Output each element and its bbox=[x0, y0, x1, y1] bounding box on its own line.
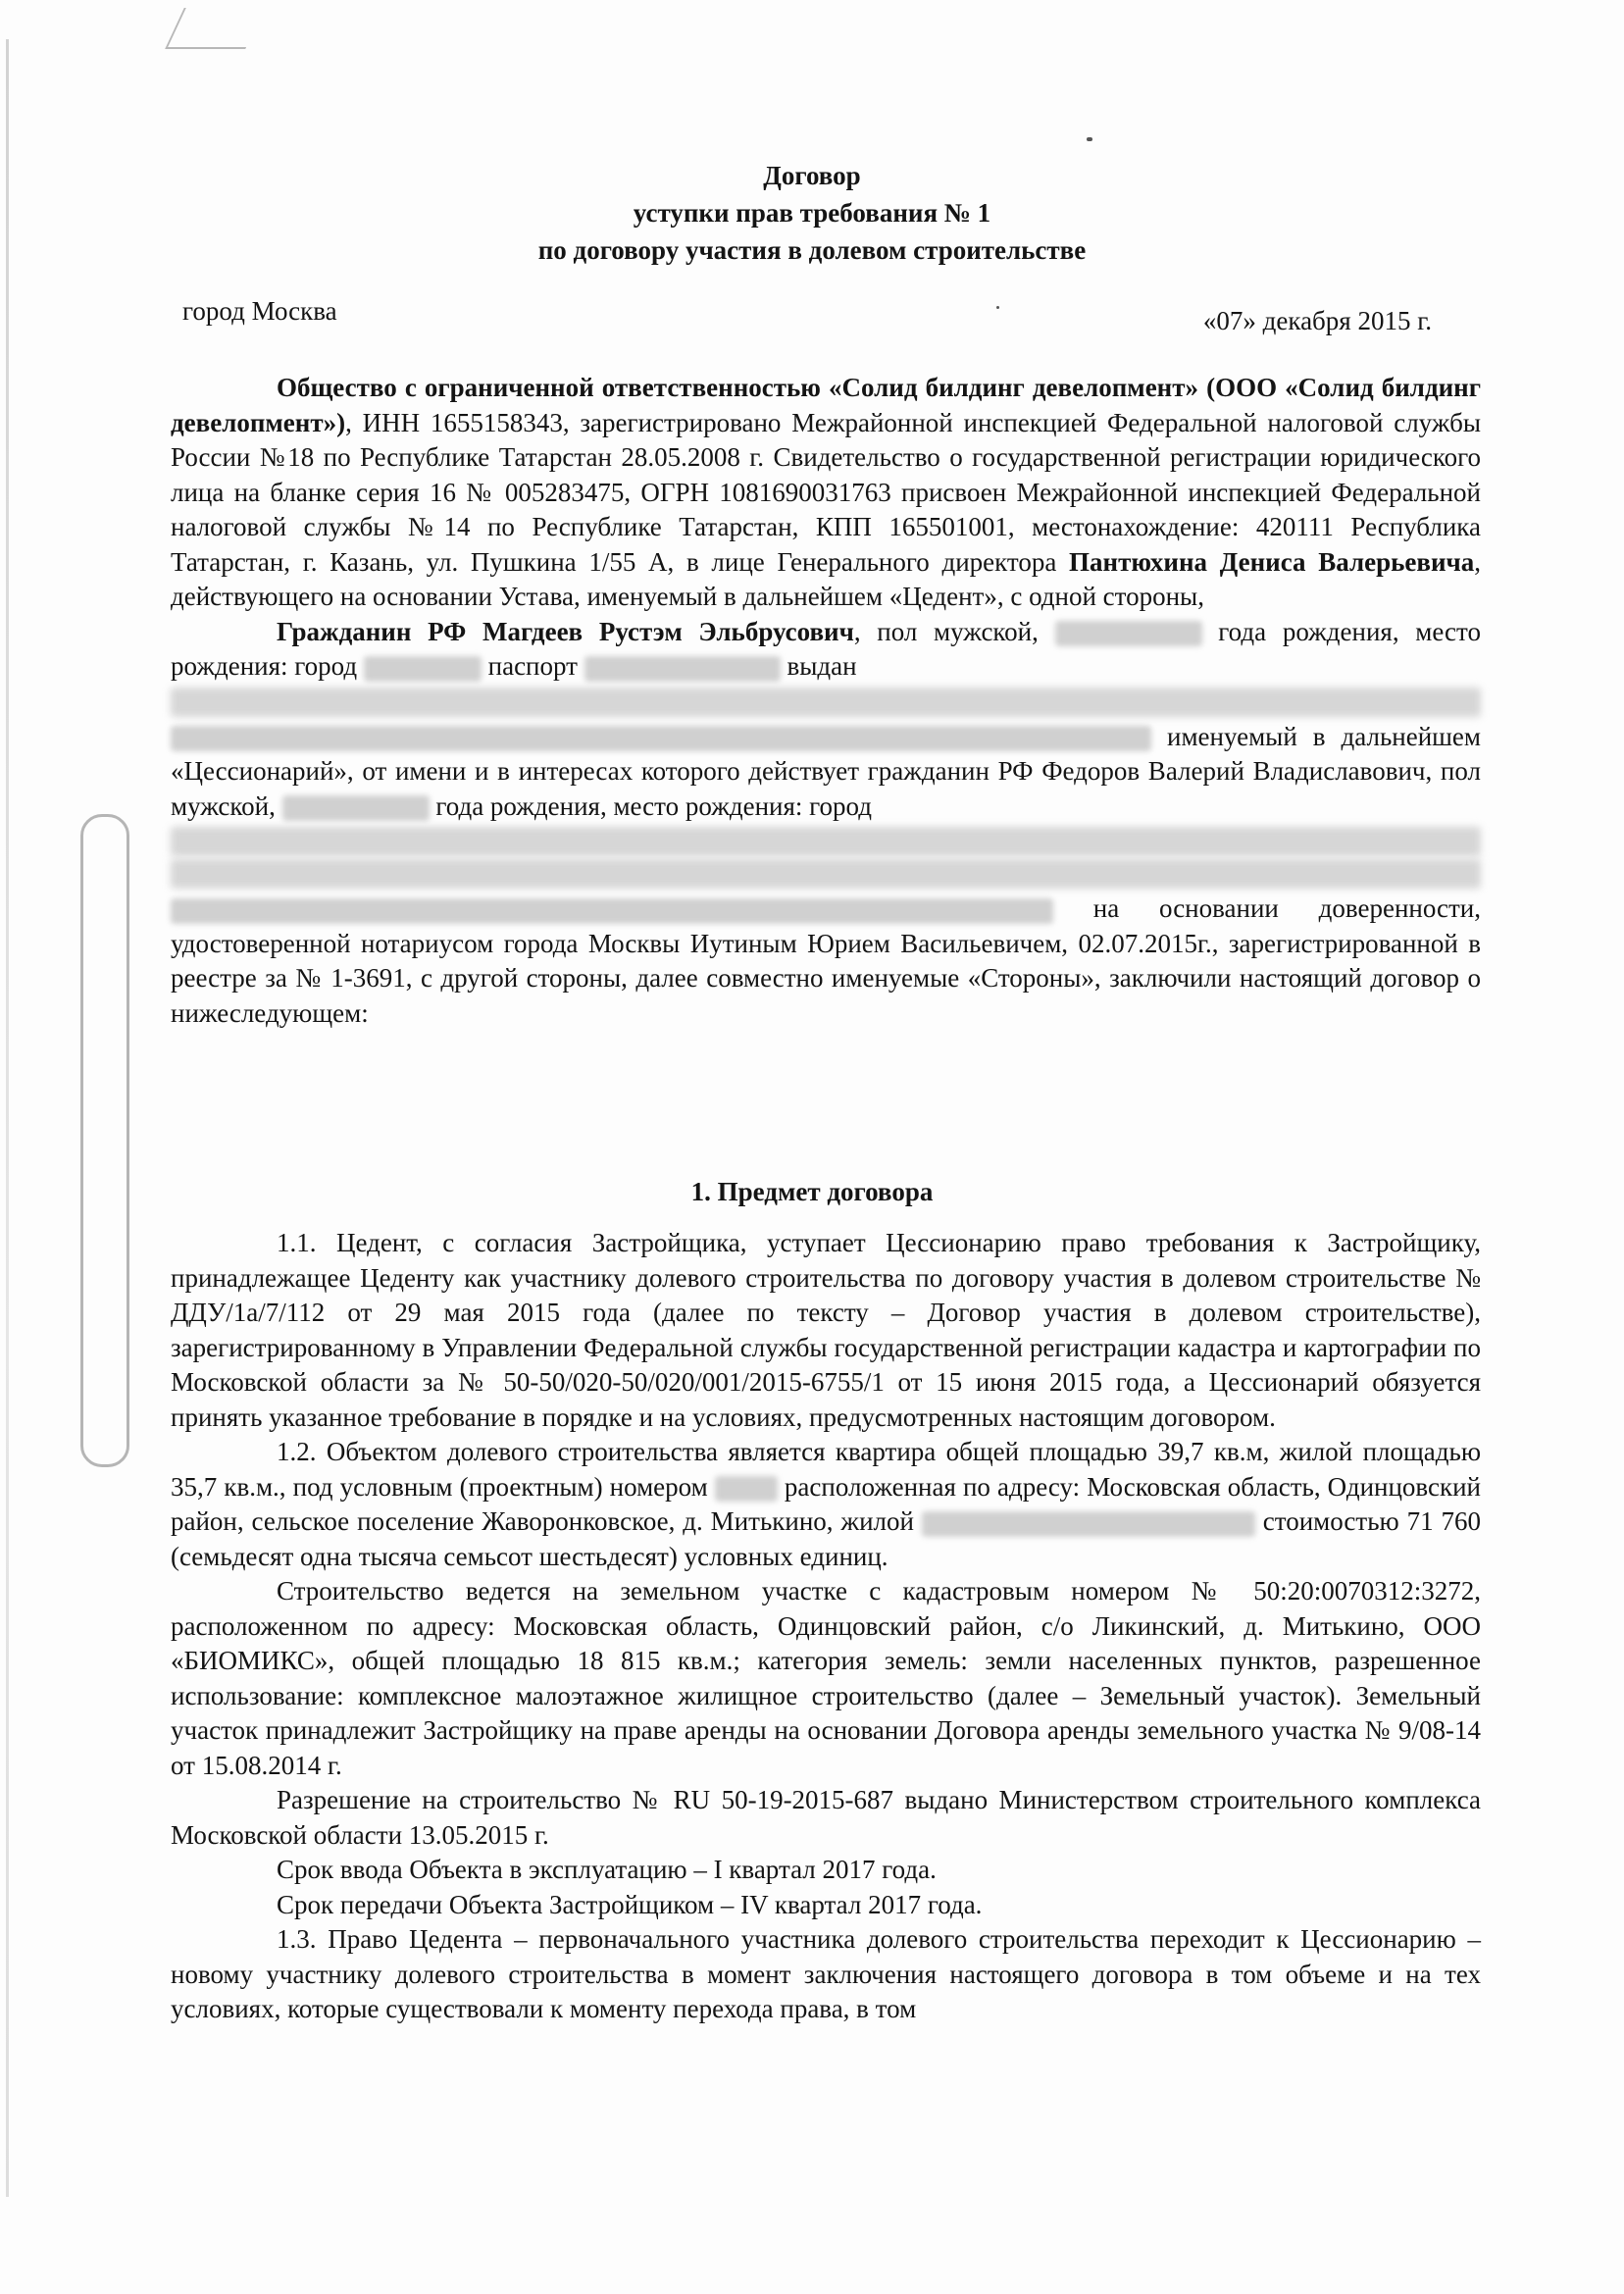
redacted-block bbox=[171, 827, 1481, 856]
land-plot-paragraph: Строительство ведется на земельном участке с кадастровым номером № 50:20:0070312:3272, расположенном по адресу: Московская область, Одинцовский район, с/о Ликинский, д. Митькино, ООО «БИОМИКС», общей площадью 18 815 кв.м.; категория земель: земли населенных пунктов, разрешенное использование: комплексное малоэтажное жилищное строительство (далее – Земельный участок). Земельный участок принадлежит Застройщику на праве аренды на основании Договора аренды земельного участка № 9/08-14 от 15.08.2014 г. bbox=[171, 1576, 1481, 1780]
scan-dot bbox=[1087, 137, 1092, 141]
redacted-block bbox=[171, 898, 1053, 924]
scan-edge-line bbox=[6, 39, 9, 2197]
document-title bbox=[0, 157, 1624, 269]
permit-paragraph: Разрешение на строительство № RU 50-19-2015-687 выдано Министерством строительного комплекса Московской области 13.05.2015 г. bbox=[171, 1785, 1481, 1850]
redacted-block bbox=[584, 656, 781, 682]
title-line-1: Договор bbox=[763, 161, 861, 190]
clause-1-1: 1.1. Цедент, с согласия Застройщика, уступает Цессионарию право требования к Застройщику, принадлежащее Цеденту как участнику долевого строительства по договору участия в долевом строительстве № ДДУ/1а/7/112 от 29 мая 2015 года (далее по тексту – Договор участия в долевом строительстве), зарегистрированному в Управлении Федеральной службы государственной регистрации кадастра и картографии по Московской области за № 50-50/020-50/020/001/2015-6755/1 от 15 июня 2015 года, а Цессионарий обязуется принять указанное требование в порядке и на условиях, предусмотренных настоящим договором. bbox=[171, 1228, 1481, 1432]
party-cessionary-paragraph: Гражданин РФ Магдеев Рустэм Эльбрусович, пол мужской, года рождения, место рождения: город паспорт выдан именуемый в дальнейшем «Цессионарий», от имени и в интересах которого действует гражданин РФ Федоров Валерий Владиславович, пол мужской, года рождения, место рождения: город на основании доверенности, удостоверенной нотариусом города Москвы Иутиным Юрием Васильевичем, 02.07.2015г., зарегистрированной в реестре за № 1-3691, с другой стороны, далее совместно именуемые «Стороны», заключили настоящий договор о нижеследующем: bbox=[171, 616, 1481, 1028]
parties-section bbox=[171, 371, 1481, 1031]
scan-corner-mark bbox=[165, 8, 265, 49]
title-line-2: уступки прав требования № 1 bbox=[633, 198, 991, 228]
city: город Москва bbox=[182, 296, 337, 326]
section-1-body bbox=[171, 1226, 1481, 2027]
clause-1-3: 1.3. Право Цедента – первоначального участника долевого строительства переходит к Цессионарию – новому участнику долевого строительства в момент заключения настоящего договора в том объеме и на тех условиях, которые существовали к моменту перехода права, в том bbox=[171, 1924, 1481, 2023]
title-line-3: по договору участия в долевом строительстве bbox=[537, 235, 1087, 265]
section-1-title: 1. Предмет договора bbox=[690, 1177, 934, 1206]
paperclip-shadow bbox=[80, 814, 129, 1467]
redacted-block bbox=[922, 1511, 1255, 1537]
redacted-block bbox=[171, 688, 1481, 717]
redacted-block bbox=[1055, 621, 1202, 646]
commission-term-paragraph: Срок ввода Объекта в эксплуатацию – I квартал 2017 года. bbox=[277, 1855, 937, 1884]
contract-date: «07» декабря 2015 г. bbox=[1202, 306, 1432, 335]
clause-1-2: 1.2. Объектом долевого строительства является квартира общей площадью 39,7 кв.м, жилой площадью 35,7 кв.м., под условным (проектным) номером расположенная по адресу: Московская область, Одинцовский район, сельское поселение Жаворонковское, д. Митькино, жилой стоимостью 71 760 (семьдесят одна тысяча семьсот шестьдесят) условных единиц. bbox=[171, 1437, 1482, 1571]
transfer-term-paragraph: Срок передачи Объекта Застройщиком – IV квартал 2017 года. bbox=[277, 1889, 983, 1919]
redacted-block bbox=[282, 795, 430, 821]
redacted-block bbox=[171, 859, 1481, 889]
scan-dot bbox=[996, 306, 999, 309]
redacted-block bbox=[171, 726, 1151, 751]
redacted-block bbox=[364, 656, 482, 682]
party-cedent-paragraph: Общество с ограниченной ответственностью «Солид билдинг девелопмент» (ООО «Солид билдинг девелопмент»), ИНН 1655158343, зарегистрировано Межрайонной инспекцией Федеральной налоговой службы России №18 по Республике Татарстан 28.05.2008 г. Свидетельство о государственной регистрации юридического лица на бланке серия 16 № 005283475, ОГРН 1081690031763 присвоен Межрайонной инспекцией Федеральной налоговой службы №14 по Республике Татарстан, КПП 165501001, местонахождение: 420111 Республика Татарстан, г. Казань, ул. Пушкина 1/55 А, в лице Генерального директора Пантюхина Дениса Валерьевича, действующего на основании Устава, именуемый в дальнейшем «Цедент», с одной стороны, bbox=[171, 373, 1481, 611]
redacted-block bbox=[715, 1476, 778, 1502]
